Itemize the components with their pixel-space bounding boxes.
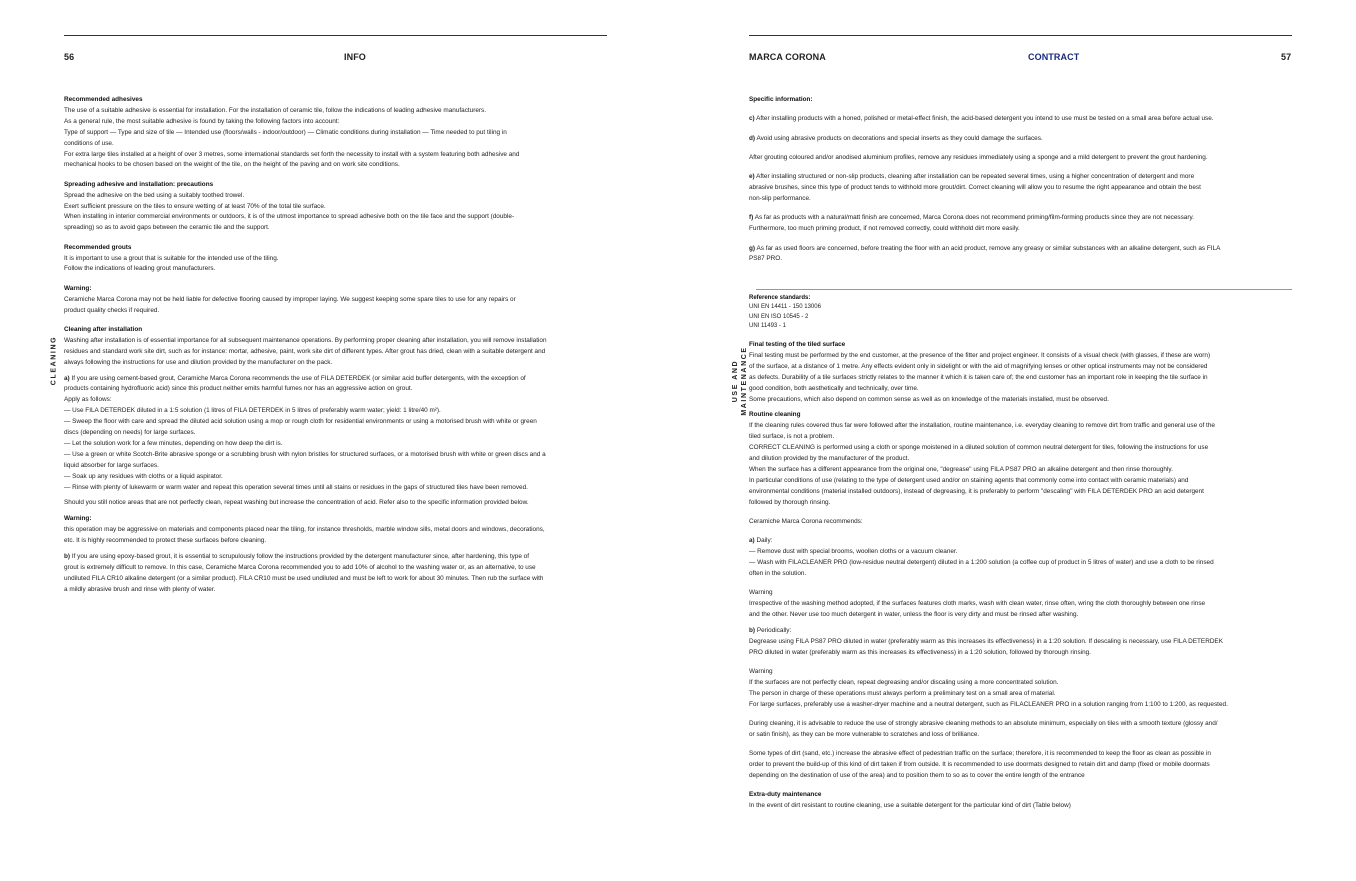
text-line: products containing hydrofluoric acid) since this product neither emits harmful fumes nor has an aggressive action on grout. (64, 385, 413, 393)
item-b-first-line: b) If you are using epoxy-based grout, it is essential to scrupulously follow the instructions provided by the detergent manufacturer since, after hardening, this type of (64, 553, 530, 561)
text-line: Type of support — Type and size of tile — Intended use (floors/walls - indoor/outdoor) — Climatic conditions during installation — Time needed to put tiling in (64, 128, 507, 136)
text-line: followed by thorough rinsing. (749, 498, 831, 506)
text-line: Exert sufficient pressure on the tiles to ensure wetting of at least 70% of the total tile surface. (64, 202, 326, 210)
heading-cleaning-after-installation: Cleaning after installation (64, 325, 143, 333)
text-line: In the event of dirt resistant to routine cleaning, use a suitable detergent for the particular kind of dirt (Table below) (749, 802, 1071, 810)
text-line: Apply as follows: (64, 396, 112, 404)
text-line: Degrease using FILA PS87 PRO diluted in water (preferably warm as this increases its effectiveness) in a 1:20 solution. If descaling is necessary, use FILA DETERDEK (749, 637, 1223, 645)
text-line: — Wash with FILACLEANER PRO (low-residue neutral detergent) diluted in a 1:200 solution (a coffee cup of product in 5 litres of water) and use a cloth to be rinsed (749, 559, 1214, 567)
heading-reference-standards: Reference standards: (749, 295, 811, 301)
text-line: Furthermore, too much priming product, if not removed correctly, could withhold dirt more easily. (749, 225, 1020, 233)
header-rule (64, 35, 607, 36)
text-line: order to prevent the build-up of this kind of dirt taken if from outside. It is recommended to use doormats designed to retain dirt and damp (fixed or mobile doormats (749, 761, 1210, 769)
section-title-contract: CONTRACT (1028, 52, 1080, 62)
text-line: Follow the indications of leading grout manufacturers. (64, 265, 216, 273)
text-line: discs (depending on needs) for large surfaces. (64, 429, 196, 437)
text-line: During cleaning, it is advisable to reduce the use of strongly abrasive cleaning methods to an absolute minimum, especially on tiles with a smooth texture (glossy and/ (749, 720, 1218, 728)
standards-divider (756, 289, 1292, 290)
text-line: In particular conditions of use (relating to the type of detergent used and/or on staining agents that commonly come into contact with ceramic materials) and (749, 476, 1189, 484)
text-line: — Use a green or white Scotch-Brite abrasive sponge or a scrubbing brush with nylon bristles for structured surfaces, or a motorised brush with white or green discs and a (64, 450, 546, 458)
text-line: of the surface, at a distance of 1 metre. Any effects evident only in sidelight or with the aid of magnifying lenses or other optical instruments may not be considered (749, 362, 1208, 370)
text-line: spreading) so as to avoid gaps between the ceramic tile and the support. (64, 224, 270, 232)
item-f: f) As far as products with a natural/matt finish are concerned, Marca Corona does not recommend priming/film-forming products since they are not necessary. (749, 214, 1194, 222)
text-line: Should you still notice areas that are not perfectly clean, repeat washing but increase the concentration of acid. Refer also to the specific information provided below. (64, 499, 529, 507)
text-line: a mildly abrasive brush and rinse with plenty of water. (64, 585, 216, 593)
text-line: abrasive brushes, since this type of product tends to withhold more grout/dirt. Correct cleaning will allow you to resume the right appearance and obtain the best (749, 184, 1201, 192)
text-line: Ceramiche Marca Corona may not be held liable for defective flooring caused by improper laying. We suggest keeping some spare tiles to use for any repairs or (64, 295, 516, 303)
side-label-cleaning: CLEANING (50, 335, 58, 386)
heading-warning: Warning: (64, 284, 92, 292)
text-line: Ceramiche Marca Corona recommends: (749, 517, 863, 525)
text-line: — Let the solution work for a few minutes, depending on how deep the dirt is. (64, 439, 283, 447)
header-rule-right (749, 35, 1292, 36)
daily-label: a) Daily: (749, 537, 773, 545)
item-c: c) After installing products with a honed, polished or metal-effect finish, the acid-based detergent you intend to use must be tested on a small area before actual use. (749, 115, 1214, 123)
heading-spreading: Spreading adhesive and installation: precautions (64, 180, 214, 188)
text-line: this operation may be aggressive on materials and components placed near the tiling, for instance thresholds, marble window sills, metal doors and windows, decorations, (64, 526, 545, 534)
text-line: PRO diluted in water (preferably warm as this increases its effectiveness) in a 1:20 solution, followed by thorough rinsing. (749, 648, 1091, 656)
section-title: INFO (344, 52, 366, 62)
text-line: After grouting coloured and/or anodised aluminium profiles, remove any residues immediately using a sponge and a mild detergent to prevent the grout hardening. (749, 153, 1208, 161)
text-line: When the surface has a different appearance from the original one, "degrease" using FILA PS87 PRO an alkaline detergent and then rinse thoroughly. (749, 465, 1173, 473)
text-line: or satin finish), as they can be more vulnerable to scratches and loss of brilliance. (749, 731, 980, 739)
item-a-label: a) (64, 374, 70, 382)
text-line: residues and standard work site dirt, such as for instance: mortar, adhesive, paint, work site dirt of different types. After grout has dried, clean with a suitable detergent and (64, 347, 546, 355)
text-line: PS87 PRO. (749, 255, 783, 263)
text-line: always following the instructions for use and dilution provided by the manufacturer on the pack. (64, 358, 333, 366)
text-line: — Use FILA DETERDEK diluted in a 1:5 solution (1 litres of FILA DETERDEK in 5 litres of preferably warm water; yield: 1 litre/40 m²). (64, 407, 441, 415)
text-line: as defects. Durability of a tile surfaces strictly relates to the manner it which it is taken care of; the end customer has an important role in keeping the tile surface in (749, 373, 1208, 381)
brand-name: MARCA CORONA (749, 52, 826, 62)
text-line: It is important to use a grout that is suitable for the intended use of the tiling. (64, 254, 279, 262)
item-a-first-line: a) If you are using cement-based grout, Ceramiche Marca Corona recommends the use of FILA DETERDEK (or similar acid buffer detergents, with the exception of (64, 374, 526, 382)
text-line: and the other. Never use too much detergent in water, unless the floor is very dirty and must be rinsed after washing. (749, 611, 1079, 619)
text-line: When installing in interior commercial environments or outdoors, it is of the utmost importance to spread adhesive both on the tile face and the support (double- (64, 213, 515, 221)
text-line: — Soak up any residues with cloths or a liquid aspirator. (64, 472, 223, 480)
warning-b-heading: Warning (749, 668, 773, 676)
text-line: conditions of use. (64, 139, 114, 147)
side-label-use-maintenance (731, 341, 749, 421)
text-line: Some types of dirt (sand, etc.) increase the abrasive effect of pedestrian traffic on the surface; therefore, it is recommended to keep the floor as clean as possible in (749, 750, 1211, 758)
item-g: g) As far as used floors are concerned, before treating the floor with an acid product, remove any greasy or similar substances with an alkaline detergent, such as FILA (749, 244, 1221, 252)
text-line: grout is extremely difficult to remove. In this case, Ceramiche Marca Corona recommended you to add 10% of alcohol to the washing water or, as an alternative, to use (64, 564, 536, 571)
item-b-label: b) (64, 553, 71, 561)
reference-standards (749, 294, 1309, 331)
text-line: depending on the destination of use of the area) and to position them to so as to cover the entire length of the entrance (749, 772, 1085, 780)
text-line: undiluted FILA CR10 alkaline detergent (or a similar product). FILA CR10 must be used undiluted and must be left to work for about 30 minutes. Then rub the surface with (64, 574, 544, 582)
text-line: good condition, both aesthetically and technically, over time. (749, 384, 919, 392)
side-label-line-1: USE AND (732, 359, 739, 403)
text-line: and dilution provided by the manufacturer of the product. (749, 455, 910, 463)
text-line: — Remove dust with special brooms, woollen cloths or a vacuum cleaner. (749, 548, 958, 556)
heading-specific-information: Specific information: (749, 96, 813, 103)
standard-line: UNI EN ISO 10545 - 2 (749, 313, 809, 320)
text-line: etc. It is highly recommended to protect these surfaces before cleaning. (64, 537, 267, 545)
text-line: — Sweep the floor with care and spread the diluted acid solution using a mop or rough cloth for residential environments or using a motorised brush with white or green (64, 418, 537, 426)
text-line: Irrespective of the washing method adopted, if the surfaces features cloth marks, wash with clean water, rinse often, wring the cloth thoroughly between one rinse (749, 600, 1206, 608)
item-e: e) After installing structured or non-slip products, cleaning after installation can be repeated several times, using a higher concentration of detergent and more (749, 173, 1195, 181)
text-line: The person in charge of these operations must always perform a preliminary test on a small area of material. (749, 689, 1056, 697)
heading-routine-cleaning: Routine cleaning (749, 411, 801, 419)
heading-recommended-adhesives: Recommended adhesives (64, 96, 143, 103)
text-line: Spread the adhesive on the bed using a suitably toothed trowel. (64, 191, 245, 199)
text-line: tiled surface, is not a problem. (749, 433, 835, 441)
right-content-main (749, 340, 1309, 812)
text-line: product quality checks if required. (64, 306, 160, 314)
page-number-right: 57 (1281, 52, 1292, 62)
warning-a-heading: Warning (749, 589, 773, 597)
text-line: non-slip performance. (749, 195, 811, 202)
text-line: If the surfaces are not perfectly clean, repeat degreasing and/or discaling using a more concentrated solution. (749, 679, 1059, 687)
text-line: For large surfaces, preferably use a washer-dryer machine and a neutral detergent, such as FILACLEANER PRO in a solution ranging from 1:100 to 1:200, as requested. (749, 700, 1228, 708)
side-label-line-2: MAINTENANCE (741, 346, 748, 416)
heading-recommended-grouts: Recommended grouts (64, 243, 132, 251)
text-line: liquid absorber for large surfaces. (64, 461, 159, 469)
text-line: If the cleaning rules covered thus far were followed after the installation, routine maintenance, i.e. everyday cleaning to remove dirt from traffic and general use of the (749, 422, 1215, 430)
left-content (64, 95, 624, 596)
heading-extra-duty: Extra-duty maintenance (749, 791, 822, 799)
heading-warning-2: Warning: (64, 515, 92, 523)
text-line: Washing after installation is of essential importance for all subsequent maintenance operations. By performing proper cleaning after installation, you will remove installation (64, 336, 547, 344)
periodically-label: b) Periodically: (749, 627, 792, 635)
text-line: mechanical hooks to be chosen based on the weight of the tile, on the height of the paving and on work site conditions. (64, 161, 400, 169)
standard-line: UNI 11493 - 1 (749, 322, 786, 329)
text-line: — Rinse with plenty of lukewarm or warm water and repeat this operation several times until all stains or residues in the gaps of structured tiles have been removed. (64, 483, 528, 491)
right-content-top (749, 95, 1309, 265)
text-line: Some precautions, which also depend on common sense as well as on knowledge of the materials installed, must be observed. (749, 395, 1109, 403)
text-line: Final testing must be performed by the end customer, at the presence of the fitter and project engineer. It consists of a visual check (with glasses, if these are worn) (749, 351, 1211, 359)
page-number: 56 (64, 52, 75, 62)
heading-final-testing: Final testing of the tiled surface (749, 341, 846, 348)
standard-line: UNI EN 14411 - 150 13006 (749, 304, 821, 311)
item-d: d) Avoid using abrasive products on decorations and special inserts as they could damage the surfaces. (749, 134, 1043, 142)
text-line: often in the solution. (749, 570, 807, 577)
text-line: For extra large tiles installed at a height of over 3 metres, some international standards set forth the necessity to install with a system featuring both adhesive and (64, 150, 520, 158)
text-line: environmental conditions (material installed outdoors), instead of degreasing, it is preferably to perform "descaling" with FILA DETERDEK PRO an acid detergent (749, 487, 1204, 495)
text-line: CORRECT CLEANING is performed using a cloth or sponge moistened in a diluted solution of common neutral detergent for tiles, following the instructions for use (749, 444, 1209, 452)
text-line: As a general rule, the most suitable adhesive is found by taking the following factors into account: (64, 117, 340, 125)
text-line: The use of a suitable adhesive is essential for installation. For the installation of ceramic tile, follow the indications of leading adhesive manufacturers. (64, 106, 487, 114)
